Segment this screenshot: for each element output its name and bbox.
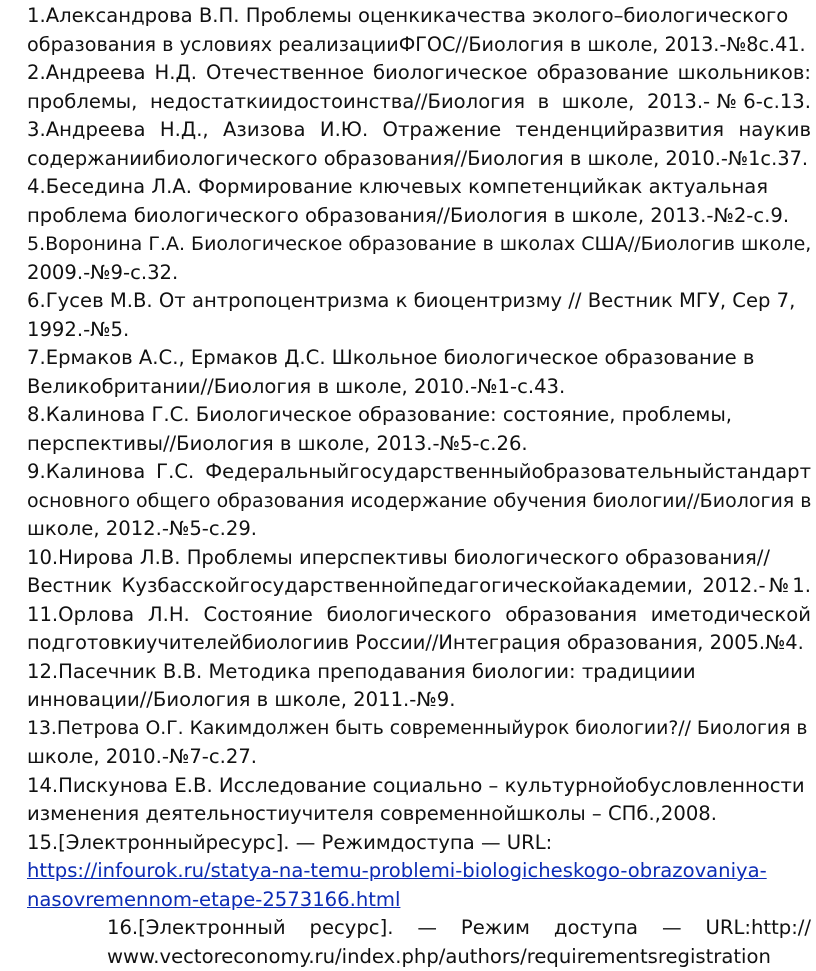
reference-13-line-2: школе, 2010.-№7-с.27.: [27, 743, 811, 772]
reference-item-9: [27, 458, 811, 544]
reference-15-text: 15.[Электронныйресурс]. — Режимдоступа — URL:: [27, 829, 811, 858]
reference-item-10: [27, 544, 811, 601]
reference-12-line-2: инновации//Биология в школе, 2011.-№9.: [27, 686, 811, 715]
reference-1-line-2: образования в условиях реализацииФГОС//Биология в школе, 2013.-№8с.41.: [27, 31, 811, 60]
reference-9-line-1: 9.Калинова Г.С. Федеральныйгосударственныйобразовательныйстандарт: [27, 458, 811, 487]
reference-6-line-2: 1992.-№5.: [27, 316, 811, 345]
reference-16-line-2: www.vectoreconomy.ru/index.php/authors/requirementsregistration: [107, 943, 811, 971]
reference-9-line-2: основного общего образования исодержание обучения биологии//Биология в: [27, 487, 811, 516]
reference-list: [27, 2, 811, 971]
reference-item-6: [27, 287, 811, 344]
reference-10-line-2: Вестник Кузбасскойгосударственнойпедагогическойакадемии, 2012.-№1.: [27, 572, 811, 601]
reference-8-line-1: 8.Калинова Г.С. Биологическое образование: состояние, проблемы,: [27, 401, 811, 430]
reference-5-line-2: 2009.-№9-с.32.: [27, 259, 811, 288]
reference-8-line-2: перспективы//Биология в школе, 2013.-№5-с.26.: [27, 430, 811, 459]
reference-9-line-3: школе, 2012.-№5-с.29.: [27, 515, 811, 544]
reference-3-line-2: содержаниибиологического образования//Биология в школе, 2010.-№1с.37.: [27, 145, 811, 174]
reference-4-line-2: проблема биологического образования//Биология в школе, 2013.-№2-с.9.: [27, 202, 811, 231]
reference-4-line-1: 4.Беседина Л.А. Формирование ключевых компетенцийкак актуальная: [27, 173, 811, 202]
references-container: [27, 2, 811, 829]
reference-item-16: [27, 914, 811, 971]
reference-15-link-part1[interactable]: https://infourok.ru/statya-na-temu-problemi-biologicheskogo-obrazovaniya-: [27, 857, 811, 886]
reference-3-line-1: 3.Андреева Н.Д., Азизова И.Ю. Отражение тенденцийразвития наукив: [27, 116, 811, 145]
reference-11-line-1: 11.Орлова Л.Н. Состояние биологического образования иметодической: [27, 601, 811, 630]
reference-item-4: [27, 173, 811, 230]
reference-item-2: [27, 59, 811, 116]
reference-item-14: [27, 772, 811, 829]
reference-item-7: [27, 344, 811, 401]
reference-2-line-2: проблемы, недостаткиидостоинства//Биология в школе, 2013.-№6-с.13.: [27, 88, 811, 117]
reference-item-12: [27, 658, 811, 715]
reference-5-line-1: 5.Воронина Г.А. Биологическое образование в школах США//Биологив школе,: [27, 230, 811, 259]
reference-12-line-1: 12.Пасечник В.В. Методика преподавания биологии: традициии: [27, 658, 811, 687]
reference-1-line-1: 1.Александрова В.П. Проблемы оценкикачества эколого–биологического: [27, 2, 811, 31]
reference-11-line-2: подготовкиучителейбиологиив России//Интеграция образования, 2005.№4.: [27, 629, 811, 658]
reference-7-line-2: Великобритании//Биология в школе, 2010.-№1-с.43.: [27, 373, 811, 402]
reference-10-line-1: 10.Нирова Л.В. Проблемы иперспективы биологического образования//: [27, 544, 811, 573]
reference-item-11: [27, 601, 811, 658]
reference-16-line-1: 16.[Электронный ресурс]. — Режим доступа — URL:http://: [107, 914, 811, 943]
reference-item-8: [27, 401, 811, 458]
reference-item-1: [27, 2, 811, 59]
reference-13-line-1: 13.Петрова О.Г. Какимдолжен быть современныйурок биологии?// Биология в: [27, 715, 811, 744]
reference-14-line-2: изменения деятельностиучителя современнойшколы – СПб.,2008.: [27, 800, 811, 829]
reference-item-5: [27, 230, 811, 287]
reference-2-line-1: 2.Андреева Н.Д. Отечественное биологическое образование школьников:: [27, 59, 811, 88]
reference-item-13: [27, 715, 811, 772]
reference-6-line-1: 6.Гусев М.В. От антропоцентризма к биоцентризму // Вестник МГУ, Сер 7,: [27, 287, 811, 316]
reference-15-link-part2[interactable]: nasovremennom-etape-2573166.html: [27, 886, 811, 915]
reference-item-15: [27, 829, 811, 915]
reference-7-line-1: 7.Ермаков А.С., Ермаков Д.С. Школьное биологическое образование в: [27, 344, 811, 373]
reference-14-line-1: 14.Пискунова Е.В. Исследование социально – культурнойобусловленности: [27, 772, 811, 801]
reference-item-3: [27, 116, 811, 173]
